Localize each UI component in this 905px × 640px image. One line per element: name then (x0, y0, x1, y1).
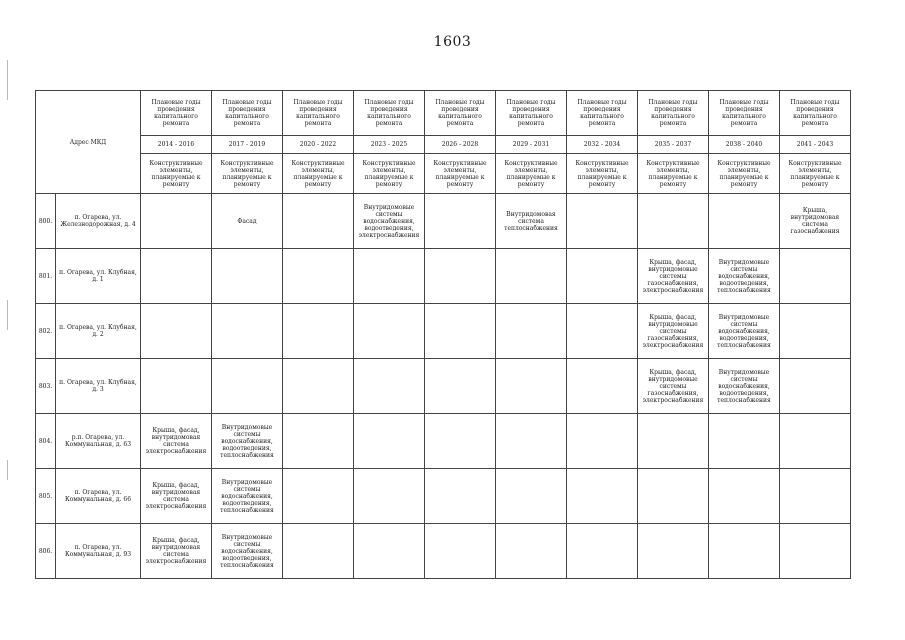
years-header-cell: 2017 - 2019 (212, 136, 283, 154)
repair-elements-cell (638, 414, 709, 469)
elements-header-cell: Конструктивные элементы, планируемые к ремонту (212, 154, 283, 194)
repair-elements-cell (354, 304, 425, 359)
repair-elements-cell (496, 414, 567, 469)
repair-elements-cell (425, 304, 496, 359)
repair-elements-cell (354, 359, 425, 414)
row-number: 802. (36, 304, 56, 359)
repair-elements-cell (567, 414, 638, 469)
repair-elements-cell: Крыша, фасад, внутридомовые системы газоснабжения, электроснабжения (638, 304, 709, 359)
elements-header-cell: Конструктивные элементы, планируемые к ремонту (709, 154, 780, 194)
row-number: 801. (36, 249, 56, 304)
period-header-cell: Плановые годы проведения капитального ремонта (141, 91, 212, 136)
period-header-cell: Плановые годы проведения капитального ремонта (212, 91, 283, 136)
years-header-cell: 2038 - 2040 (709, 136, 780, 154)
years-header-cell: 2020 - 2022 (283, 136, 354, 154)
repair-elements-cell (354, 469, 425, 524)
repair-elements-cell (425, 469, 496, 524)
repair-elements-cell (709, 469, 780, 524)
margin-mark (7, 300, 8, 330)
repair-elements-cell (567, 524, 638, 579)
page-number: 1603 (433, 34, 472, 50)
building-address: п. Огарева, ул. Клубная, д. 2 (56, 304, 141, 359)
period-header-cell: Плановые годы проведения капитального ремонта (567, 91, 638, 136)
building-address: п. Огарева, ул. Клубная, д. 1 (56, 249, 141, 304)
repair-elements-cell (283, 414, 354, 469)
repair-elements-cell (780, 414, 851, 469)
repair-elements-cell (638, 524, 709, 579)
repair-elements-cell (425, 414, 496, 469)
repair-elements-cell (780, 249, 851, 304)
capital-repair-table (35, 90, 851, 579)
repair-elements-cell (780, 469, 851, 524)
repair-elements-cell: Крыша, фасад, внутридомовая система электроснабжения (141, 469, 212, 524)
years-header-cell: 2032 - 2034 (567, 136, 638, 154)
address-column-header: Адрес МКД (36, 91, 141, 194)
repair-elements-cell (141, 194, 212, 249)
repair-elements-cell: Внутридомовая система теплоснабжения (496, 194, 567, 249)
elements-header-cell: Конструктивные элементы, планируемые к ремонту (283, 154, 354, 194)
years-header-cell: 2014 - 2016 (141, 136, 212, 154)
header-row-element-types (36, 154, 851, 194)
repair-elements-cell (354, 249, 425, 304)
building-address: р.п. Огарева, ул. Коммунальная, д. 63 (56, 414, 141, 469)
building-address: п. Огарева, ул. Клубная, д. 3 (56, 359, 141, 414)
table-row (36, 359, 851, 414)
period-header-cell: Плановые годы проведения капитального ремонта (283, 91, 354, 136)
table-body (36, 91, 851, 579)
row-number: 805. (36, 469, 56, 524)
repair-elements-cell (496, 524, 567, 579)
building-address: п. Огарева, ул. Коммунальная, д. 66 (56, 469, 141, 524)
table-row (36, 304, 851, 359)
years-header-cell: 2029 - 2031 (496, 136, 567, 154)
table-row (36, 249, 851, 304)
repair-elements-cell (567, 194, 638, 249)
elements-header-cell: Конструктивные элементы, планируемые к ремонту (567, 154, 638, 194)
repair-elements-cell (283, 304, 354, 359)
repair-elements-cell: Внутридомовые системы водоснабжения, водоотведения, теплоснабжения (709, 304, 780, 359)
table-row (36, 469, 851, 524)
repair-elements-cell (425, 249, 496, 304)
years-header-cell: 2035 - 2037 (638, 136, 709, 154)
repair-elements-cell: Внутридомовые системы водоснабжения, водоотведения, теплоснабжения (709, 359, 780, 414)
repair-elements-cell (283, 524, 354, 579)
repair-elements-cell (425, 524, 496, 579)
row-number: 800. (36, 194, 56, 249)
row-number: 806. (36, 524, 56, 579)
period-header-cell: Плановые годы проведения капитального ремонта (496, 91, 567, 136)
repair-elements-cell (283, 359, 354, 414)
elements-header-cell: Конструктивные элементы, планируемые к ремонту (780, 154, 851, 194)
repair-elements-cell (141, 249, 212, 304)
elements-header-cell: Конструктивные элементы, планируемые к ремонту (141, 154, 212, 194)
table-row (36, 524, 851, 579)
repair-elements-cell (425, 359, 496, 414)
years-header-cell: 2041 - 2043 (780, 136, 851, 154)
period-header-cell: Плановые годы проведения капитального ремонта (709, 91, 780, 136)
repair-elements-cell (425, 194, 496, 249)
repair-elements-cell (354, 414, 425, 469)
period-header-cell: Плановые годы проведения капитального ремонта (638, 91, 709, 136)
repair-elements-cell (567, 359, 638, 414)
repair-elements-cell: Крыша, фасад, внутридомовые системы газоснабжения, электроснабжения (638, 359, 709, 414)
repair-elements-cell: Крыша, фасад, внутридомовая система электроснабжения (141, 524, 212, 579)
repair-elements-cell (780, 524, 851, 579)
table-row (36, 194, 851, 249)
repair-elements-cell (567, 249, 638, 304)
repair-elements-cell (638, 469, 709, 524)
header-row-periods (36, 91, 851, 136)
elements-header-cell: Конструктивные элементы, планируемые к ремонту (638, 154, 709, 194)
repair-elements-cell: Крыша, фасад, внутридомовая система электроснабжения (141, 414, 212, 469)
repair-elements-cell (212, 249, 283, 304)
repair-elements-cell (496, 469, 567, 524)
repair-elements-cell: Внутридомовые системы водоснабжения, водоотведения, теплоснабжения (212, 414, 283, 469)
repair-elements-cell (141, 359, 212, 414)
repair-elements-cell: Крыша, внутридомовая система газоснабжения (780, 194, 851, 249)
period-header-cell: Плановые годы проведения капитального ремонта (354, 91, 425, 136)
repair-elements-cell: Внутридомовые системы водоснабжения, водоотведения, теплоснабжения (709, 249, 780, 304)
repair-elements-cell: Внутридомовые системы водоснабжения, водоотведения, теплоснабжения (212, 469, 283, 524)
repair-elements-cell (496, 249, 567, 304)
repair-elements-cell (283, 469, 354, 524)
repair-elements-cell (709, 524, 780, 579)
elements-header-cell: Конструктивные элементы, планируемые к ремонту (425, 154, 496, 194)
repair-elements-cell (354, 524, 425, 579)
elements-header-cell: Конструктивные элементы, планируемые к ремонту (496, 154, 567, 194)
repair-elements-cell (283, 194, 354, 249)
repair-elements-cell: Фасад (212, 194, 283, 249)
table-row (36, 414, 851, 469)
repair-elements-cell: Внутридомовые системы водоснабжения, водоотведения, электроснабжения (354, 194, 425, 249)
repair-elements-cell (780, 359, 851, 414)
margin-mark (7, 460, 8, 480)
repair-elements-cell (780, 304, 851, 359)
repair-elements-cell (709, 414, 780, 469)
elements-header-cell: Конструктивные элементы, планируемые к ремонту (354, 154, 425, 194)
repair-elements-cell (638, 194, 709, 249)
header-row-years (36, 136, 851, 154)
repair-elements-cell (496, 359, 567, 414)
margin-mark (7, 60, 8, 100)
years-header-cell: 2026 - 2028 (425, 136, 496, 154)
repair-elements-cell (212, 359, 283, 414)
repair-elements-cell: Внутридомовые системы водоснабжения, водоотведения, теплоснабжения (212, 524, 283, 579)
row-number: 803. (36, 359, 56, 414)
building-address: п. Огарева, ул. Коммунальная, д. 93 (56, 524, 141, 579)
row-number: 804. (36, 414, 56, 469)
repair-elements-cell (283, 249, 354, 304)
repair-elements-cell (567, 304, 638, 359)
repair-elements-cell: Крыша, фасад, внутридомовые системы газоснабжения, электроснабжения (638, 249, 709, 304)
period-header-cell: Плановые годы проведения капитального ремонта (425, 91, 496, 136)
years-header-cell: 2023 - 2025 (354, 136, 425, 154)
period-header-cell: Плановые годы проведения капитального ремонта (780, 91, 851, 136)
repair-elements-cell (567, 469, 638, 524)
repair-elements-cell (709, 194, 780, 249)
building-address: п. Огарева, ул. Железнодорожная, д. 4 (56, 194, 141, 249)
repair-elements-cell (141, 304, 212, 359)
repair-elements-cell (212, 304, 283, 359)
repair-elements-cell (496, 304, 567, 359)
